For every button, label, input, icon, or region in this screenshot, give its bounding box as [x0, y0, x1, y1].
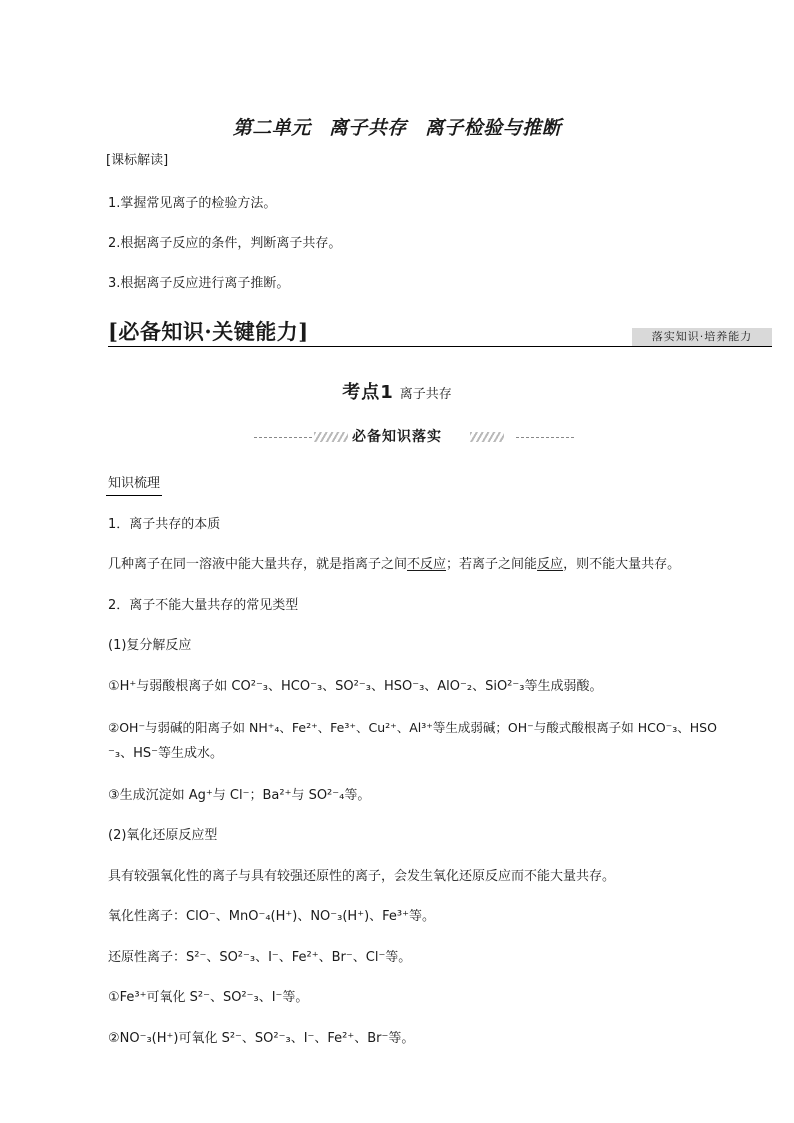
- essence-part-e: ，则不能大量共存。: [563, 557, 681, 572]
- kaodian-heading: [0, 378, 794, 404]
- banner-label: 必备知识落实: [352, 429, 442, 445]
- heading-redox: (2)氧化还原反应型: [108, 828, 218, 843]
- rule-precipitate: ③生成沉淀如 Ag⁺与 Cl⁻；Ba²⁺与 SO²⁻₄等。: [108, 788, 371, 803]
- kaodian-title: 考点1: [342, 382, 394, 403]
- section-divider: [108, 346, 772, 347]
- essence-part-a: 几种离子在同一溶液中能大量共存，就是指离子之间: [108, 557, 408, 572]
- rule-weak-base-line2: ⁻₃、HS⁻等生成水。: [108, 746, 223, 761]
- curriculum-item-1: 1.掌握常见离子的检验方法。: [108, 196, 277, 211]
- heading-types: 2．离子不能大量共存的常见类型: [108, 598, 299, 613]
- reducing-ions: 还原性离子：S²⁻、SO²⁻₃、I⁻、Fe²⁺、Br⁻、Cl⁻等。: [108, 950, 412, 965]
- banner-dash-right: [516, 437, 574, 438]
- example-fe3: ①Fe³⁺可氧化 S²⁻、SO²⁻₃、I⁻等。: [108, 990, 309, 1005]
- knowledge-banner: [0, 426, 794, 450]
- oxidizing-ions: 氧化性离子：ClO⁻、MnO⁻₄(H⁺)、NO⁻₃(H⁺)、Fe³⁺等。: [108, 909, 435, 924]
- paragraph-essence: [108, 556, 680, 574]
- curriculum-item-2: 2.根据离子反应的条件，判断离子共存。: [108, 236, 342, 251]
- title-topic-1: 离子共存: [328, 117, 407, 139]
- banner-stripe-right: [470, 432, 504, 442]
- kaodian-subtitle: 离子共存: [399, 387, 452, 402]
- page-title: [0, 116, 794, 140]
- title-unit: 第二单元: [232, 117, 311, 139]
- essence-part-c: ；若离子之间能: [446, 557, 538, 572]
- heading-essence: 1．离子共存的本质: [108, 517, 221, 532]
- title-topic-2: 离子检验与推断: [424, 117, 562, 139]
- rule-weak-acid: ①H⁺与弱酸根离子如 CO²⁻₃、HCO⁻₃、SO²⁻₃、HSO⁻₃、AlO⁻₂、SiO²⁻₃等生成弱酸。: [108, 679, 603, 694]
- essence-underline-1: 不反应: [407, 557, 447, 572]
- curriculum-heading: [课标解读]: [106, 153, 169, 168]
- section-badge: 落实知识·培养能力: [632, 328, 772, 346]
- knowledge-tag: 知识梳理: [106, 475, 162, 496]
- curriculum-item-3: 3.根据离子反应进行离子推断。: [108, 276, 290, 291]
- essence-underline-2: 反应: [537, 557, 564, 572]
- paragraph-redox: 具有较强氧化性的离子与具有较强还原性的离子，会发生氧化还原反应而不能大量共存。: [108, 869, 616, 884]
- example-no3: ②NO⁻₃(H⁺)可氧化 S²⁻、SO²⁻₃、I⁻、Fe²⁺、Br⁻等。: [108, 1031, 415, 1046]
- section-heading: [必备知识·关键能力]: [108, 319, 309, 344]
- rule-weak-base-line1: ②OH⁻与弱碱的阳离子如 NH⁺₄、Fe²⁺、Fe³⁺、Cu²⁺、Al³⁺等生成弱碱；OH⁻与酸式酸根离子如 HCO⁻₃、HSO: [108, 720, 717, 735]
- heading-metathesis: (1)复分解反应: [108, 638, 192, 653]
